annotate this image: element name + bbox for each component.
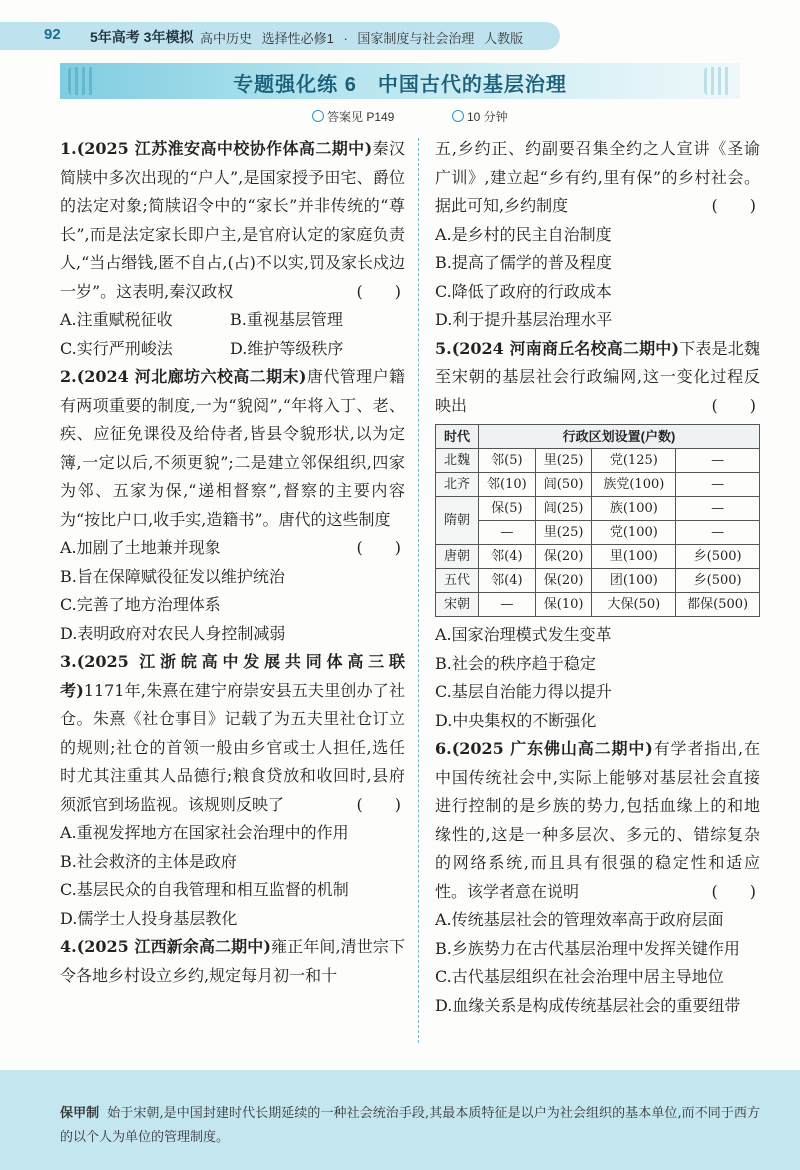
table-header: 时代 <box>436 425 479 449</box>
option-a[interactable]: A.国家治理模式发生变革 <box>435 625 612 644</box>
question-number: 3. <box>60 652 77 671</box>
left-column <box>60 135 405 990</box>
table-row <box>436 569 760 593</box>
breadcrumb-edition: 人教版 <box>484 31 524 46</box>
footer-note <box>0 1070 800 1170</box>
table-header: 行政区划设置(户数) <box>479 425 760 449</box>
question-number: 5. <box>435 338 452 358</box>
section-banner <box>60 63 740 99</box>
answer-blank: ( ) <box>711 196 756 215</box>
answer-blank: ( ) <box>711 881 756 901</box>
right-column <box>435 135 760 1020</box>
question-4-start <box>60 933 405 990</box>
table-cell: 党(100) <box>592 521 676 545</box>
option-b[interactable]: B.重视基层管理 <box>230 310 343 329</box>
question-stem: 雍正年间,清世宗下令各地乡村设立乡约,规定每月初一和十 <box>60 937 406 985</box>
table-cell: — <box>676 449 760 473</box>
option-d[interactable]: D.表明政府对农民人身控制减弱 <box>60 623 286 643</box>
option-c[interactable]: C.实行严刑峻法 <box>60 338 173 358</box>
table-cell: 大保(50) <box>592 593 676 617</box>
question-stem: 五,乡约正、约副要召集全约之人宣讲《圣谕广训》,建立起“乡有约,里有保”的乡村社会。据此可知,乡约制度 <box>435 139 760 215</box>
option-c[interactable]: C.古代基层组织在社会治理中居主导地位 <box>435 967 724 986</box>
answer-text: 答案见 P149 <box>327 110 395 124</box>
table-cell: 保(20) <box>535 569 592 593</box>
table-cell: — <box>479 521 536 545</box>
answer-ref <box>312 108 394 125</box>
header-bar <box>0 22 560 50</box>
question-stem: 有学者指出,在中国传统社会中,实际上能够对基层社会直接进行控制的是乡族的势力,包括血缘上的和地缘性的,这是一种多层次、多元的、错综复杂的网络系统,而且具有很强的稳定性和适应性。该学者意在说明 <box>435 739 760 901</box>
table-row <box>436 497 760 521</box>
option-c[interactable]: C.完善了地方治理体系 <box>60 595 221 614</box>
breadcrumb-subject: 高中历史 <box>200 31 253 46</box>
table-cell: 唐朝 <box>436 545 479 569</box>
table-cell: 宋朝 <box>436 593 479 617</box>
question-source: (2025 江西新余高二期中) <box>76 937 271 956</box>
option-d[interactable]: D.儒学士人投身基层教化 <box>60 908 238 928</box>
table-cell: 邻(4) <box>479 569 536 593</box>
table-cell: 五代 <box>436 569 479 593</box>
question-5 <box>435 335 760 736</box>
option-d[interactable]: D.中央集权的不断强化 <box>435 710 597 730</box>
question-6 <box>435 735 760 1020</box>
question-source: (2025 广东佛山高二期中) <box>451 739 653 758</box>
answer-blank: ( ) <box>356 281 401 301</box>
option-c[interactable]: C.基层民众的自我管理和相互监督的机制 <box>60 880 349 899</box>
table-cell: 北齐 <box>436 473 479 497</box>
question-3 <box>60 648 405 933</box>
question-source: (2024 河北廊坊六校高二期末) <box>76 367 307 386</box>
breadcrumb <box>200 28 523 47</box>
time-text: 10 分钟 <box>467 110 508 124</box>
table-cell: 团(100) <box>592 569 676 593</box>
table-cell: 邻(10) <box>479 473 536 497</box>
table-cell: 邻(5) <box>479 449 536 473</box>
table-cell: 族党(100) <box>592 473 676 497</box>
option-d[interactable]: D.血缘关系是构成传统基层社会的重要纽带 <box>435 995 741 1015</box>
table-cell: 里(25) <box>535 449 592 473</box>
question-number: 6. <box>435 739 452 758</box>
answer-blank: ( ) <box>356 538 401 557</box>
footer-term: 保甲制 <box>60 1106 100 1121</box>
question-stem: 1171年,朱熹在建宁府崇安县五夫里创办了社仓。朱熹《社仓事目》记载了为五夫里社仓订立的规则;社仓的首领一般由乡官或士人担任,选任时尤其注重其人品德行;粮食贷放和收回时,县府须派官到场监视。该规则反映了 <box>60 680 405 814</box>
series-title: 5年高考 3年模拟 <box>90 29 194 45</box>
option-b[interactable]: B.社会救济的主体是政府 <box>60 851 237 871</box>
breadcrumb-book: 选择性必修1 · 国家制度与社会治理 <box>261 31 475 46</box>
question-2 <box>60 363 405 648</box>
question-stem: 唐代管理户籍有两项重要的制度,一为“貌阅”,“年将入丁、老、疾、应征免课役及给侍者,皆县令貌形状,以为定簿,一定以后,不须更貌”;二是建立邻保组织,四家为邻、五家为保,“递相督察”,督察的主要内容为“按比户口,收手实,造籍书”。唐代的这些制度 <box>60 367 405 529</box>
table-cell: 里(25) <box>535 521 592 545</box>
table-cell: 乡(500) <box>676 569 760 593</box>
question-source: (2024 河南商丘名校高二期中) <box>451 338 680 358</box>
option-a[interactable]: A.是乡村的民主自治制度 <box>435 224 612 244</box>
answer-blank: ( ) <box>711 395 756 415</box>
footer-text: 始于宋朝,是中国封建时代长期延续的一种社会统治手段,其最本质特征是以户为社会组织的基本单位,而不同于西方的以个人为单位的管理制度。 <box>60 1106 760 1145</box>
table-header-row <box>436 425 760 449</box>
table-row <box>436 449 760 473</box>
option-b[interactable]: B.旨在保障赋役征发以维护统治 <box>60 566 285 586</box>
table-cell: 都保(500) <box>676 593 760 617</box>
table-cell: 族(100) <box>592 497 676 521</box>
section-title: 专题强化练 6 中国古代的基层治理 <box>233 74 567 96</box>
table-cell: 北魏 <box>436 449 479 473</box>
option-a[interactable]: A.加剧了土地兼并现象 <box>60 538 221 557</box>
question-4-cont <box>435 135 760 335</box>
column-divider <box>418 138 419 1043</box>
option-a[interactable]: A.重视发挥地方在国家社会治理中的作用 <box>60 823 349 842</box>
clock-icon <box>452 110 464 122</box>
table-cell: — <box>676 521 760 545</box>
table-row <box>436 473 760 497</box>
time-limit <box>452 108 508 125</box>
table-cell: 保(20) <box>535 545 592 569</box>
option-d[interactable]: D.维护等级秩序 <box>230 338 344 358</box>
admin-table <box>435 424 760 617</box>
question-number: 2. <box>60 367 77 386</box>
table-cell: — <box>676 497 760 521</box>
question-source: (2025 江浙皖高中发展共同体高三联考) <box>60 652 405 700</box>
table-cell: 邻(4) <box>479 545 536 569</box>
question-1 <box>60 135 405 363</box>
table-cell: 里(100) <box>592 545 676 569</box>
table-cell: 党(125) <box>592 449 676 473</box>
question-number: 1. <box>60 139 77 158</box>
question-number: 4. <box>60 937 77 956</box>
option-c[interactable]: C.降低了政府的行政成本 <box>435 281 612 301</box>
option-a[interactable]: A.注重赋税征收 <box>60 310 173 329</box>
option-a[interactable]: A.传统基层社会的管理效率高于政府层面 <box>435 910 724 929</box>
question-stem: 秦汉简牍中多次出现的“户人”,是国家授予田宅、爵位的法定对象;简牍诏令中的“家长”并非传统的“尊长”,而是法定家长即户主,是官府认定的家庭负责人,“当占缗钱,匿不自占,(占)不以实,罚及家长戍边一岁”。这表明,秦汉政权 <box>60 139 406 301</box>
search-icon <box>312 110 324 122</box>
option-b[interactable]: B.提高了儒学的普及程度 <box>435 253 612 272</box>
table-cell: — <box>676 473 760 497</box>
answer-blank: ( ) <box>356 794 401 814</box>
table-row <box>436 593 760 617</box>
option-c[interactable]: C.基层自治能力得以提升 <box>435 682 612 701</box>
option-d[interactable]: D.利于提升基层治理水平 <box>435 310 613 329</box>
table-cell: — <box>479 593 536 617</box>
question-stem: 下表是北魏至宋朝的基层社会行政编网,这一变化过程反映出 <box>435 338 760 415</box>
table-row <box>436 545 760 569</box>
table-cell: 保(5) <box>479 497 536 521</box>
top-bar <box>0 22 800 50</box>
table-cell: 闾(50) <box>535 473 592 497</box>
option-b[interactable]: B.乡族势力在古代基层治理中发挥关键作用 <box>435 938 740 958</box>
table-cell: 保(10) <box>535 593 592 617</box>
table-cell: 闾(25) <box>535 497 592 521</box>
option-b[interactable]: B.社会的秩序趋于稳定 <box>435 653 596 673</box>
question-source: (2025 江苏淮安高中校协作体高二期中) <box>76 139 373 158</box>
page-number: 92 <box>44 26 61 43</box>
table-cell: 乡(500) <box>676 545 760 569</box>
table-row <box>436 521 760 545</box>
table-cell: 隋朝 <box>436 497 479 545</box>
